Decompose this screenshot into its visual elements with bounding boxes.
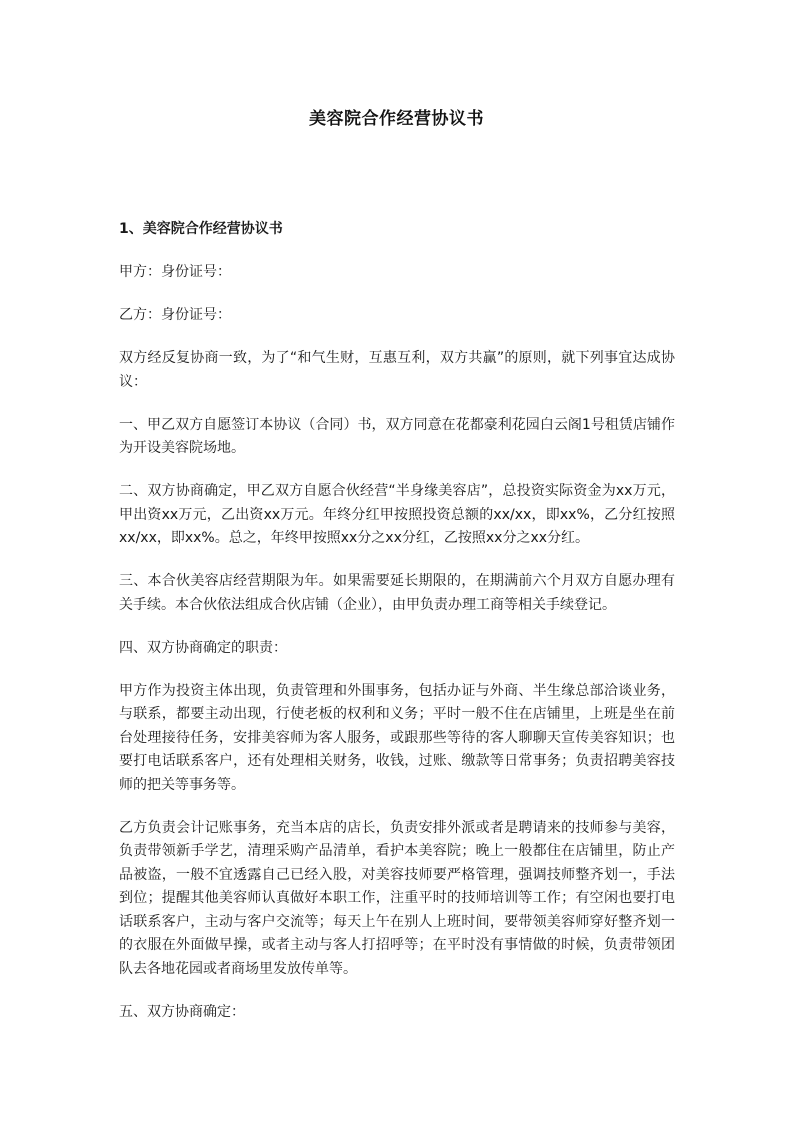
document-body [119,218,675,1044]
clause-1-paragraph: 一、甲乙双方自愿签订本协议（合同）书，双方同意在花都豪利花园白云阁1号租赁店铺作为开设美容院场地。 [119,416,675,456]
document-title: 美容院合作经营协议书 [309,109,484,129]
party-b-duties-paragraph: 乙方负责会计记账事务，充当本店的店长，负责安排外派或者是聘请来的技师参与美容，负责带领新手学艺，清理采购产品清单，看护本美容院；晚上一般都住在店铺里，防止产品被盗，一般不宜透露自己已经入股，对美容技师要严格管理，强调技师整齐划一，手法到位；提醒其他美容师认真做好本职工作，注重平时的技师培训等工作；有空闲也要打电话联系客户，主动与客户交流等；每天上午在别人上班时间，要带领美容师穿好整齐划一的衣服在外面做早操，或者主动与客人打招呼等；在平时没有事情做的时候，负责带领团队去各地花园或者商场里发放传单等。 [119,819,675,977]
section-heading: 1、美容院合作经营协议书 [119,221,283,237]
preamble-paragraph: 双方经反复协商一致，为了“和气生财，互惠互利，双方共赢”的原则，就下列事宜达成协议： [119,350,675,390]
clause-3-paragraph: 三、本合伙美容店经营期限为年。如果需要延长期限的，在期满前六个月双方自愿办理有关手续。本合伙依法组成合伙店铺（企业），由甲负责办理工商等相关手续登记。 [119,573,675,613]
clause-5-heading: 五、双方协商确定： [119,1003,245,1020]
party-a-line: 甲方：身份证号： [119,264,231,280]
party-b-line: 乙方：身份证号： [119,307,231,323]
party-a-duties-paragraph: 甲方作为投资主体出现，负责管理和外围事务，包括办证与外商、半生缘总部洽谈业务，与联系，都要主动出现，行使老板的权利和义务；平时一般不住在店铺里，上班是坐在前台处理接待任务，安排美容师为客人服务，或跟那些等待的客人聊聊天宣传美容知识；也要打电话联系客户，还有处理相关财务，收钱，过账、缴款等日常事务；负责招聘美容技师的把关等事务等。 [119,682,675,793]
clause-2-paragraph: 二、双方协商确定，甲乙双方自愿合伙经营“半身缘美容店”，总投资实际资金为xx万元，甲出资xx万元，乙出资xx万元。年终分红甲按照投资总额的xx/xx，即xx%，乙分红按照xx/xx，即xx%。总之，年终甲按照xx分之xx分红，乙按照xx分之xx分红。 [119,483,675,546]
clause-4-heading: 四、双方协商确定的职责： [119,639,287,656]
